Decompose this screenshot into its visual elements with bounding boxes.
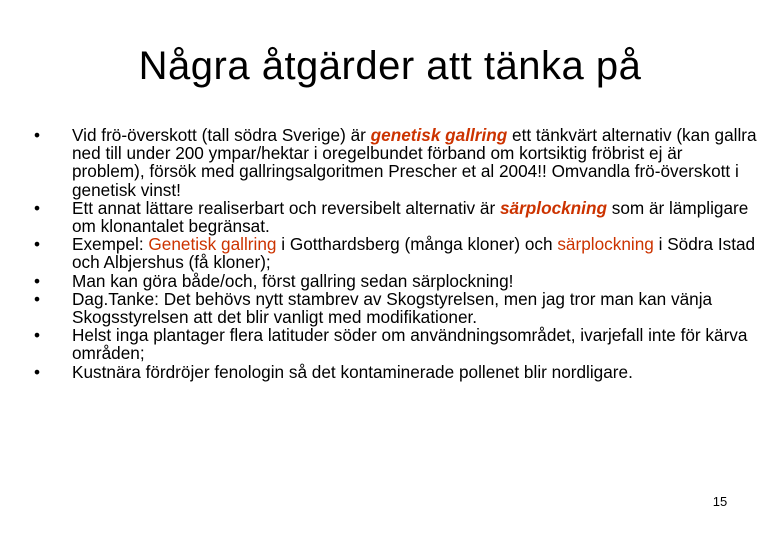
bullet-text: Ett annat lättare realiserbart och reversibelt alternativ är särplockning som är lämpligare om klonantalet begränsat.	[72, 197, 749, 237]
bullet-icon: •	[33, 197, 41, 218]
bullet-item	[30, 363, 758, 381]
bullet-item	[30, 290, 758, 326]
page-number: 15	[712, 494, 728, 509]
bullet-list	[30, 126, 758, 381]
bullet-icon: •	[33, 234, 41, 255]
bullet-text: Exempel: Genetisk gallring i Gotthardsberg (många kloner) och särplockning i Södra Istad och Albjershus (få kloner);	[72, 234, 756, 273]
bullet-text: Kustnära fördröjer fenologin så det kontaminerade pollenet blir nordligare.	[72, 361, 633, 382]
bullet-text: Dag.Tanke: Det behövs nytt stambrev av Skogstyrelsen, men jag tror man kan vänja Skogsstyrelsen att det blir vanligt med modifikationer.	[72, 288, 713, 328]
bullet-item	[30, 126, 758, 199]
bullet-item	[30, 235, 758, 271]
bullet-item	[30, 199, 758, 235]
bullet-item	[30, 326, 758, 362]
highlight-term: särplockning	[557, 234, 654, 255]
highlight-term: särplockning	[499, 197, 607, 218]
slide-title: Några åtgärder att tänka på	[138, 44, 642, 88]
bullet-icon: •	[33, 361, 41, 382]
bullet-text: Vid frö-överskott (tall södra Sverige) är genetisk gallring ett tänkvärt alternativ (kan gallra ned till under 200 ympar/hektar i oregelbundet förband om kortsiktig fröbrist ej är problem), försök med gallringsalgoritmen Prescher et al 2004!! Omvandla frö-överskott i genetisk vinst!	[72, 125, 757, 200]
bullet-icon: •	[33, 270, 41, 291]
bullet-icon: •	[33, 288, 41, 309]
bullet-item	[30, 272, 758, 290]
bullet-text: Man kan göra både/och, först gallring sedan särplockning!	[72, 270, 514, 291]
highlight-term: genetisk gallring	[370, 125, 508, 145]
bullet-icon: •	[33, 325, 41, 346]
bullet-icon: •	[33, 125, 41, 145]
highlight-term: Genetisk gallring	[148, 234, 277, 255]
bullet-text: Helst inga plantager flera latituder söder om användningsområdet, ivarjefall inte för kärva områden;	[72, 325, 748, 364]
